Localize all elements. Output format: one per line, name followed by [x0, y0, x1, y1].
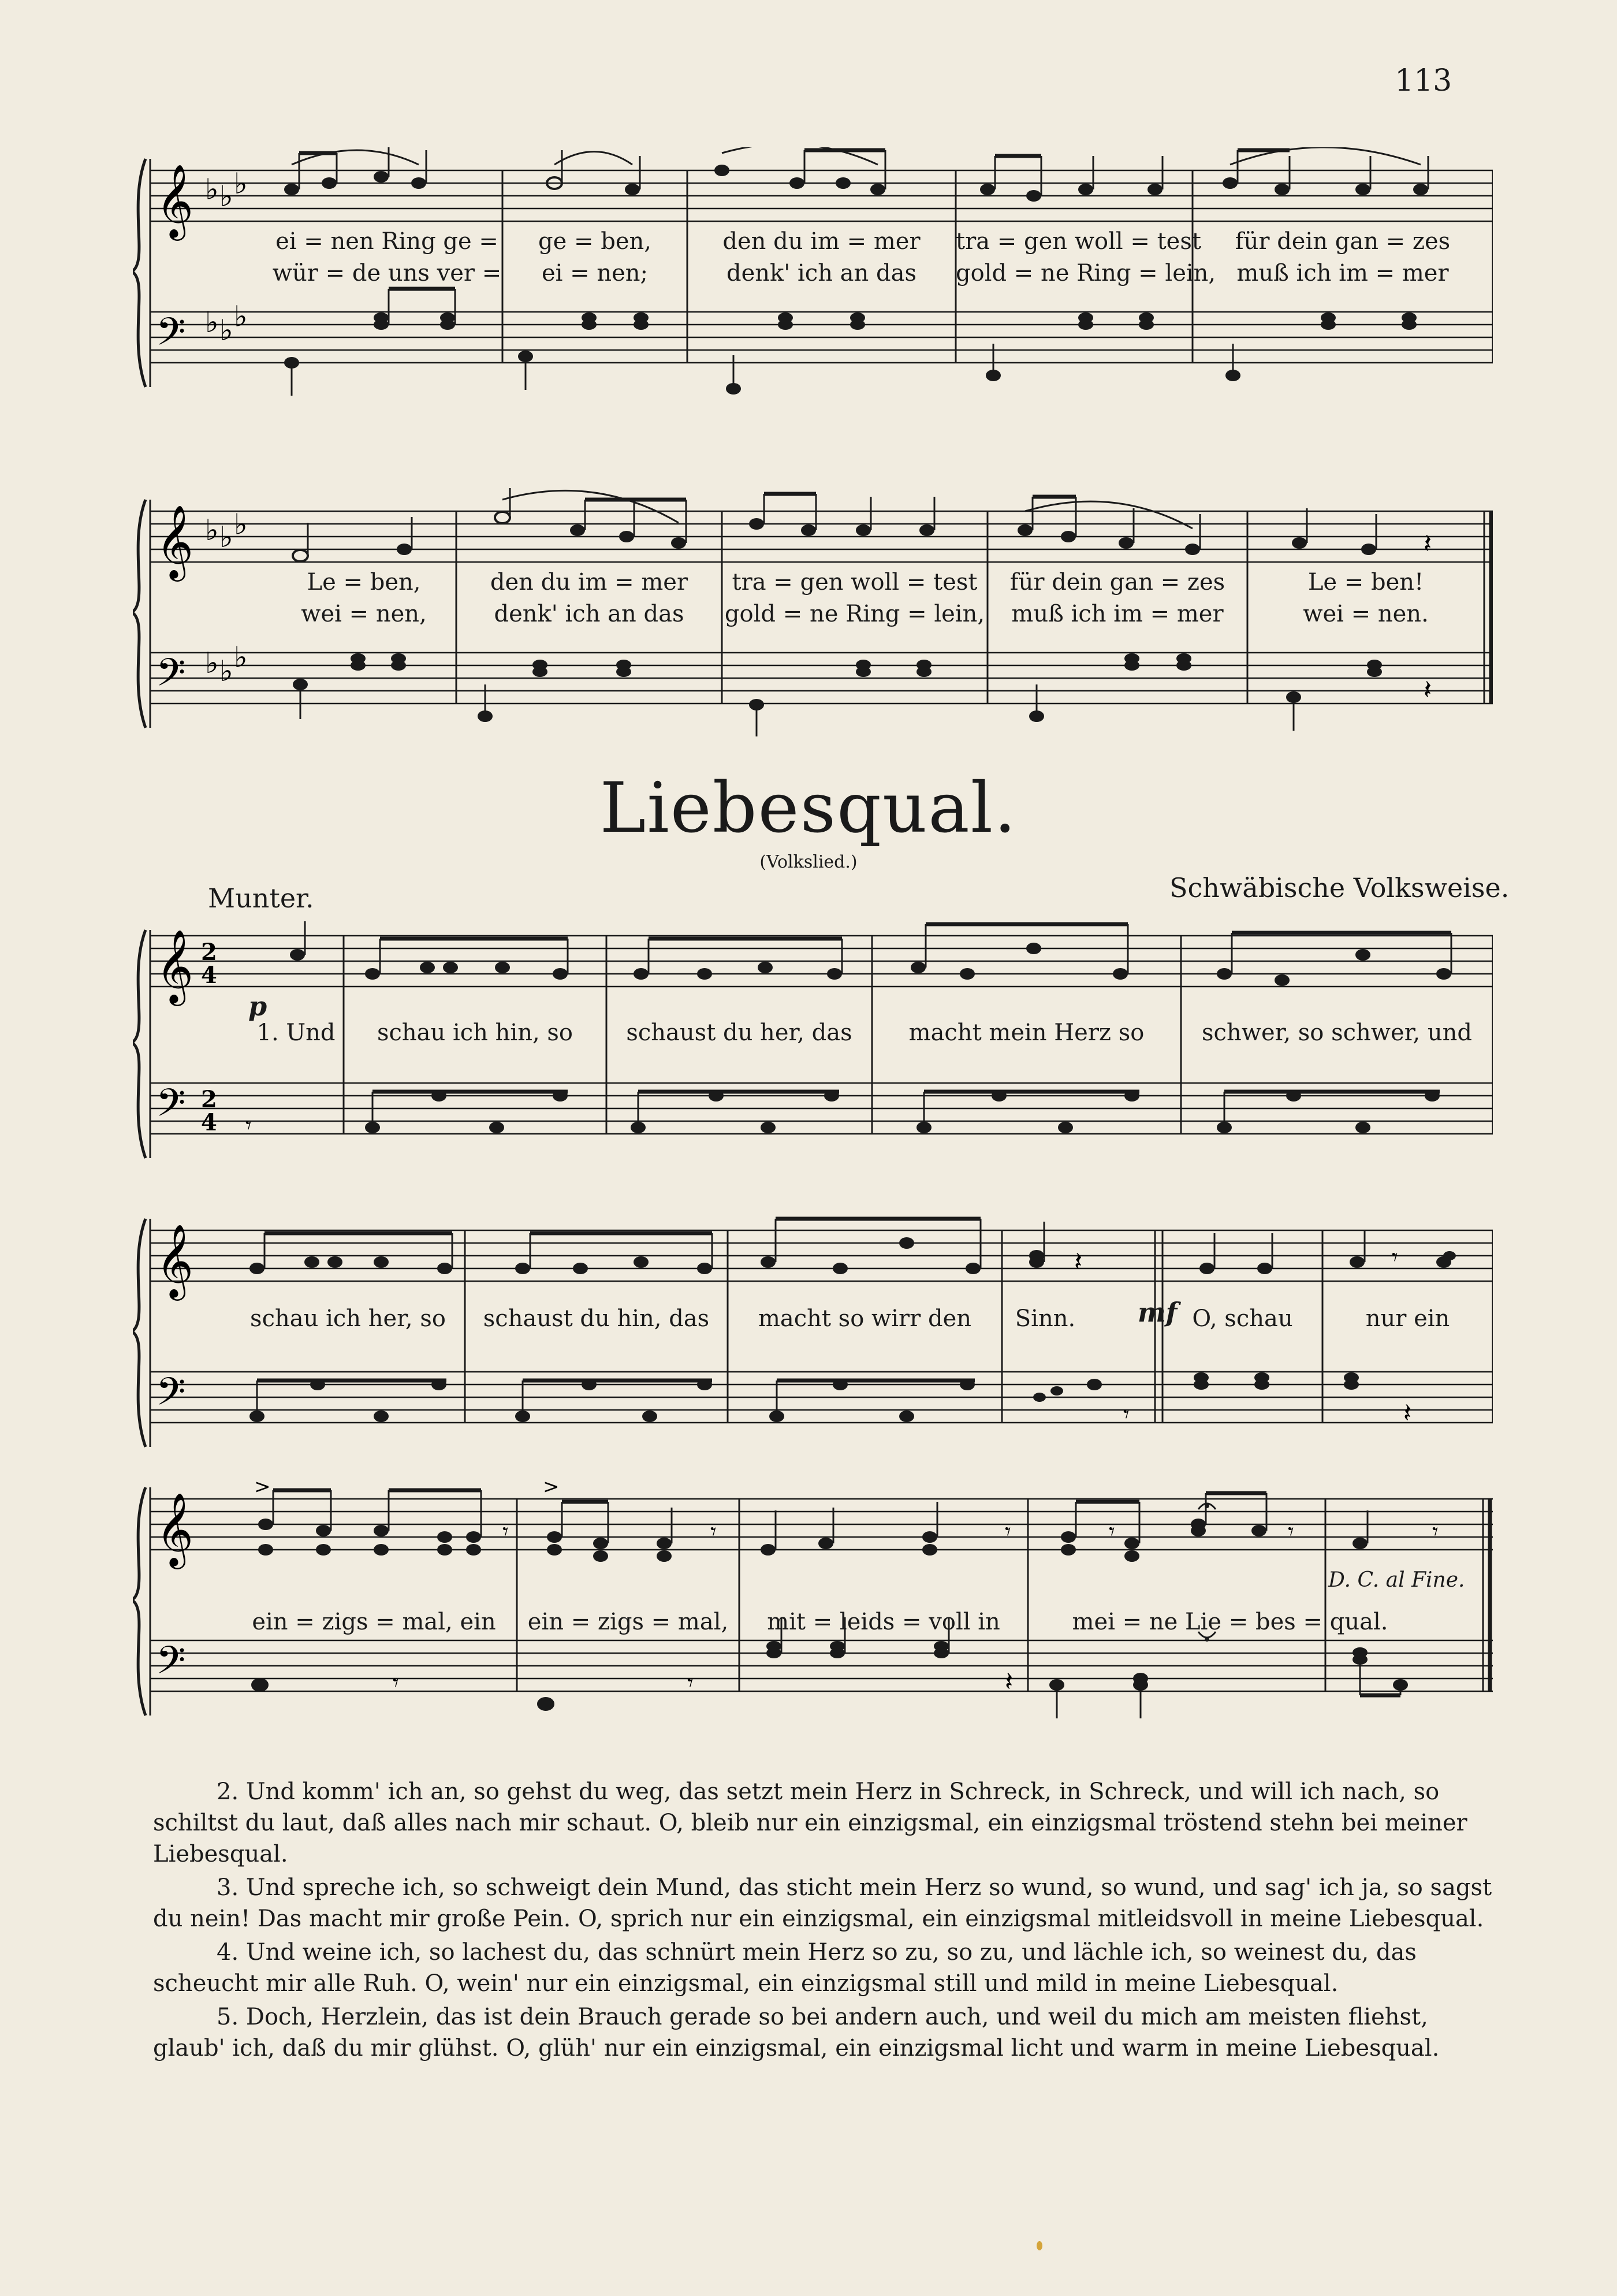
svg-text:♭: ♭	[205, 306, 219, 339]
lyric-cell: tra = gen woll = test	[732, 569, 978, 596]
song-title: Liebesqual.	[599, 768, 1018, 849]
lyric-cell: Le = ben!	[1307, 569, 1424, 596]
dynamic-mezzoforte: mf	[1138, 1297, 1178, 1328]
svg-text:𝄽: 𝄽	[1074, 1246, 1083, 1277]
music-system-1	[133, 147, 1493, 399]
svg-text:♭: ♭	[219, 314, 233, 347]
svg-text:𝄞: 𝄞	[156, 1492, 194, 1566]
music-system-5	[133, 1476, 1493, 1741]
svg-text:𝄞: 𝄞	[156, 504, 194, 578]
lyric-cell: schwer, so schwer, und	[1202, 1019, 1472, 1046]
svg-text:𝄾: 𝄾	[1109, 1519, 1115, 1545]
lyric-cell: schaust du hin, das	[483, 1305, 710, 1332]
lyric-cell: ei = nen Ring ge =	[275, 228, 498, 255]
tempo-marking: Munter.	[208, 883, 314, 914]
lyric-cell: schaust du her, das	[626, 1019, 852, 1046]
lyric-cell: Le = ben,	[307, 569, 421, 596]
ink-spot	[1037, 2241, 1042, 2250]
verse-5: 5. Doch, Herzlein, das ist dein Brauch gerade so bei andern auch, und weil du mich am meisten fliehst, glaub' ich, daß du mir glühst. O, glüh' nur ein einzigsmal, ein einzigsmal licht und warm in meine Liebesqual.	[153, 2004, 1440, 2061]
music-system-3	[133, 918, 1493, 1178]
lyric-cell: Sinn.	[1015, 1305, 1076, 1332]
lyric-cell: wei = nen.	[1303, 601, 1429, 627]
svg-text:♭: ♭	[205, 173, 219, 206]
svg-text:𝄾: 𝄾	[1392, 1244, 1398, 1271]
staff-graphics	[133, 1207, 1493, 1461]
svg-text:𝄾: 𝄾	[245, 1112, 252, 1139]
svg-text:♭: ♭	[219, 654, 233, 688]
svg-text:♭: ♭	[234, 508, 248, 541]
lyric-cell: nur ein	[1365, 1305, 1450, 1332]
lyric-cell: schau ich hin, so	[377, 1019, 573, 1046]
verse-2: 2. Und komm' ich an, so gehst du weg, das setzt mein Herz in Schreck, in Schreck, und will ich nach, so schiltst du laut, daß alles nach mir schaut. O, bleib nur ein einzigsmal, ein einzigsmal tröstend stehn bei meiner Liebesqual.	[153, 1778, 1467, 1867]
svg-text:4: 4	[201, 962, 217, 989]
lyric-cell: schau ich her, so	[250, 1305, 446, 1332]
lyric-cell: denk' ich an das	[726, 260, 916, 286]
lyric-cell: ein = zigs = mal,	[527, 1609, 729, 1635]
lyric-cell: O, schau	[1192, 1305, 1293, 1332]
svg-text:♭: ♭	[205, 646, 219, 680]
composer-credit: Schwäbische Volksweise.	[1169, 872, 1510, 903]
lyric-cell: gold = ne Ring = lein,	[724, 601, 985, 627]
lyric-cell: mei = ne Lie = bes = qual.	[1072, 1609, 1388, 1635]
lyric-cell: muß ich im = mer	[1011, 601, 1224, 627]
svg-text:♭: ♭	[234, 641, 248, 674]
dynamic-piano: p	[248, 991, 267, 1022]
svg-text:𝄢: 𝄢	[156, 1638, 186, 1692]
lyric-cell: 1. Und	[256, 1019, 336, 1046]
svg-text:♭: ♭	[234, 167, 248, 200]
svg-text:2: 2	[201, 939, 217, 966]
svg-text:𝄞: 𝄞	[156, 1223, 194, 1297]
svg-text:𝄽: 𝄽	[1424, 528, 1432, 559]
svg-text:4: 4	[201, 1109, 217, 1136]
lyric-cell: macht mein Herz so	[908, 1019, 1145, 1046]
verse-4: 4. Und weine ich, so lachest du, das schnürt mein Herz so zu, so zu, und lächle ich, so weinest du, das scheucht mir alle Ruh. O, wein' nur ein einzigsmal, ein einzigsmal still und mild in meine Liebesqual.	[153, 1939, 1417, 1997]
svg-text:𝄾: 𝄾	[710, 1519, 717, 1545]
svg-text:>: >	[254, 1476, 271, 1498]
verse-3: 3. Und spreche ich, so schweigt dein Mund, das sticht mein Herz so wund, so wund, und sag' ich ja, so sagst du nein! Das macht mir große Pein. O, sprich nur ein einzigsmal, ein einzigsmal mitleidsvoll in meine Liebesqual.	[153, 1874, 1492, 1932]
svg-text:𝄞: 𝄞	[156, 929, 194, 1003]
svg-text:𝄢: 𝄢	[156, 310, 186, 363]
svg-text:♭: ♭	[205, 513, 219, 547]
lyric-cell: ein = zigs = mal, ein	[252, 1609, 496, 1635]
lyric-cell: für dein gan = zes	[1009, 569, 1225, 596]
svg-text:𝄢: 𝄢	[156, 1370, 186, 1423]
svg-text:♭: ♭	[234, 300, 248, 333]
lyric-cell: ei = nen;	[541, 260, 649, 286]
svg-text:𝄢: 𝄢	[156, 1081, 186, 1134]
svg-text:𝄢: 𝄢	[156, 650, 186, 704]
song-subtitle: (Volkslied.)	[759, 852, 858, 872]
svg-text:𝄽: 𝄽	[1424, 674, 1432, 705]
svg-text:𝄽: 𝄽	[1005, 1666, 1014, 1697]
svg-text:>: >	[543, 1476, 560, 1498]
staff-graphics	[133, 918, 1493, 1178]
lyric-cell: den du im = mer	[490, 569, 688, 596]
lyric-cell: ge = ben,	[538, 228, 651, 255]
svg-text:2: 2	[201, 1086, 217, 1113]
lyric-cell: für dein gan = zes	[1235, 228, 1451, 255]
svg-text:𝄞: 𝄞	[156, 163, 194, 237]
svg-text:♭: ♭	[219, 180, 233, 213]
svg-text:𝄾: 𝄾	[687, 1670, 694, 1696]
lyric-cell: gold = ne Ring = lein,	[956, 260, 1216, 286]
svg-text:𝄾: 𝄾	[1432, 1519, 1439, 1545]
da-capo-marking: D. C. al Fine.	[1328, 1568, 1465, 1592]
svg-text:♭: ♭	[219, 520, 233, 554]
additional-verses	[153, 1776, 1502, 2064]
lyric-cell: den du im = mer	[722, 228, 921, 255]
lyric-cell: denk' ich an das	[494, 601, 684, 627]
svg-text:𝄾: 𝄾	[1005, 1519, 1011, 1545]
page-number: 113	[1395, 64, 1452, 98]
lyric-cell: muß ich im = mer	[1236, 260, 1449, 286]
svg-text:𝄽: 𝄽	[1403, 1397, 1412, 1428]
lyric-cell: macht so wirr den	[758, 1305, 972, 1332]
music-system-2	[133, 488, 1493, 736]
lyric-cell: wei = nen,	[301, 601, 427, 627]
music-system-4	[133, 1207, 1493, 1461]
svg-text:𝄾: 𝄾	[1123, 1401, 1130, 1428]
lyric-cell: mit = leids = voll in	[767, 1609, 1000, 1635]
svg-text:𝄾: 𝄾	[502, 1519, 509, 1545]
svg-text:𝄾: 𝄾	[393, 1670, 399, 1696]
lyric-cell: tra = gen woll = test	[956, 228, 1201, 255]
lyric-cell: wür = de uns ver =	[272, 260, 502, 286]
svg-text:𝄾: 𝄾	[1288, 1519, 1294, 1545]
